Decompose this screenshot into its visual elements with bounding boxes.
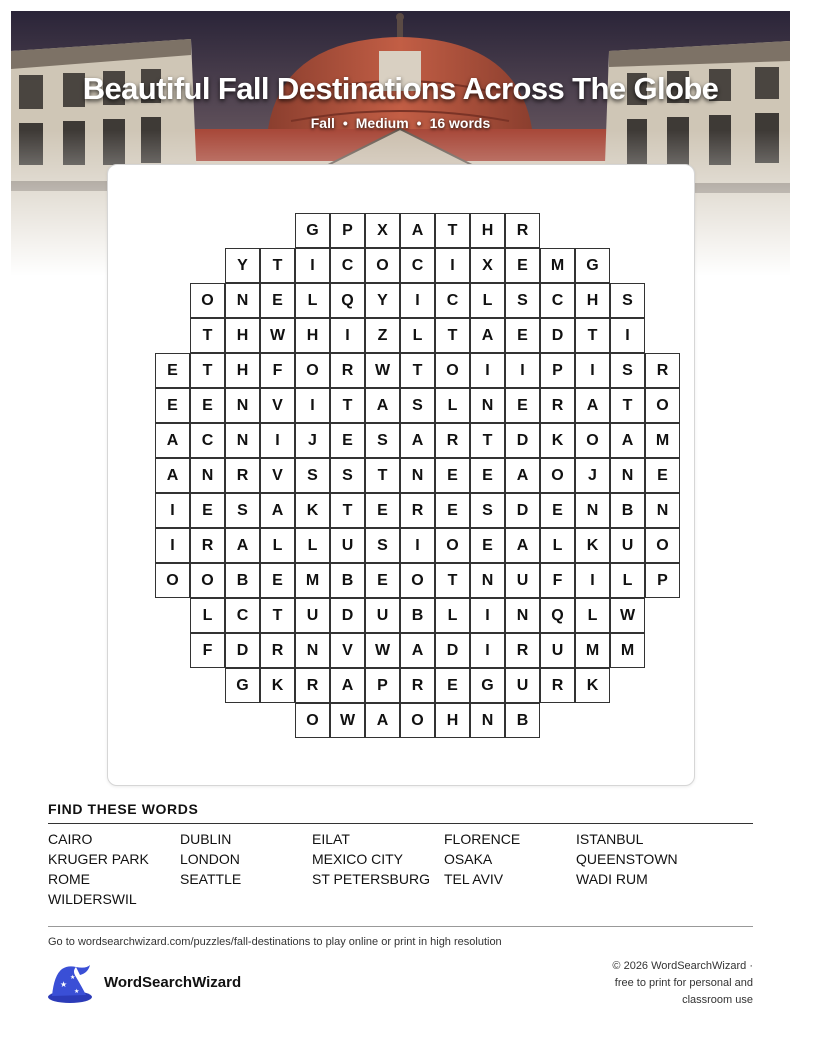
grid-cell: J [575,458,610,493]
grid-cell: D [330,598,365,633]
grid-cell: S [295,458,330,493]
grid-cell: C [225,598,260,633]
grid-cell: T [260,598,295,633]
grid-cell: A [155,423,190,458]
grid-cell: T [365,458,400,493]
grid-cell: A [505,458,540,493]
grid-cell: W [260,318,295,353]
grid-cell: N [400,458,435,493]
word-list-item: SEATTLE [180,871,242,887]
grid-cell: I [470,633,505,668]
grid-cell: Q [330,283,365,318]
grid-cell: E [435,493,470,528]
grid-cell: W [330,703,365,738]
grid-cell: R [435,423,470,458]
grid-cell: O [435,528,470,563]
grid-cell: Y [225,248,260,283]
grid-cell: A [155,458,190,493]
grid-cell: O [400,563,435,598]
grid-cell: F [190,633,225,668]
grid-cell: C [540,283,575,318]
grid-cell: B [225,563,260,598]
wizard-hat-icon [46,963,94,1005]
grid-cell: S [400,388,435,423]
grid-cell: L [295,283,330,318]
svg-text:★: ★ [60,980,68,989]
grid-cell: N [295,633,330,668]
grid-cell: T [190,318,225,353]
grid-cell: N [470,388,505,423]
grid-cell: L [540,528,575,563]
word-list-item: WADI RUM [576,871,648,887]
grid-cell: L [435,388,470,423]
grid-cell: B [505,703,540,738]
grid-cell: B [610,493,645,528]
grid-cell: U [295,598,330,633]
grid-cell: A [575,388,610,423]
grid-cell: T [435,318,470,353]
grid-cell: C [400,248,435,283]
word-list-item: CAIRO [48,831,93,847]
grid-cell: S [330,458,365,493]
grid-cell: E [365,563,400,598]
grid-cell: E [330,423,365,458]
grid-cell: I [155,493,190,528]
grid-cell: W [365,633,400,668]
copyright-note [533,958,753,1009]
grid-cell: Y [365,283,400,318]
word-list-item: MEXICO CITY [312,851,404,867]
grid-cell: I [470,598,505,633]
grid-cell: L [190,598,225,633]
word-list-item: ISTANBUL [576,831,644,847]
grid-cell: N [470,703,505,738]
word-list-item: KRUGER PARK [48,851,149,867]
grid-cell: R [400,493,435,528]
grid-cell: N [645,493,680,528]
grid-cell: R [295,668,330,703]
word-list-item: DUBLIN [180,831,232,847]
grid-cell: I [505,353,540,388]
grid-cell: O [400,703,435,738]
grid-cell: T [330,493,365,528]
grid-cell: E [645,458,680,493]
grid-cell: B [330,563,365,598]
difficulty-label: Medium [355,115,409,131]
grid-cell: U [540,633,575,668]
word-list-item: LONDON [180,851,240,867]
grid-cell: H [225,353,260,388]
grid-cell: R [260,633,295,668]
grid-cell: S [365,528,400,563]
grid-cell: H [225,318,260,353]
grid-cell: G [575,248,610,283]
grid-cell: U [610,528,645,563]
grid-cell: T [435,563,470,598]
grid-cell: E [540,493,575,528]
divider [48,823,753,824]
grid-cell: D [505,493,540,528]
grid-cell: L [610,563,645,598]
grid-cell: E [190,493,225,528]
grid-cell: A [225,528,260,563]
grid-cell: Z [365,318,400,353]
grid-cell: T [470,423,505,458]
grid-cell: C [190,423,225,458]
grid-cell: P [365,668,400,703]
grid-cell: I [470,353,505,388]
grid-cell: N [190,458,225,493]
grid-cell: E [365,493,400,528]
grid-cell: L [435,598,470,633]
grid-cell: W [610,598,645,633]
grid-cell: E [505,248,540,283]
grid-cell: A [505,528,540,563]
grid-cell: T [400,353,435,388]
grid-cell: N [225,388,260,423]
grid-cell: O [295,353,330,388]
grid-cell: U [330,528,365,563]
word-list-item: WILDERSWIL [48,891,137,907]
word-list-item: QUEENSTOWN [576,851,678,867]
grid-cell: O [190,283,225,318]
grid-cell: E [155,388,190,423]
separator-dot: • [342,115,348,131]
grid-cell: V [260,458,295,493]
grid-cell: N [575,493,610,528]
grid-cell: T [435,213,470,248]
grid-cell: O [190,563,225,598]
grid-cell: F [540,563,575,598]
grid-cell: I [260,423,295,458]
grid-cell: A [470,318,505,353]
grid-cell: R [645,353,680,388]
grid-cell: O [645,388,680,423]
grid-cell: U [505,668,540,703]
grid-cell: T [610,388,645,423]
word-count-label: 16 words [429,115,491,131]
grid-cell: O [295,703,330,738]
grid-cell: L [295,528,330,563]
grid-cell: Q [540,598,575,633]
grid-cell: E [260,563,295,598]
grid-cell: L [400,318,435,353]
grid-cell: F [260,353,295,388]
grid-cell: S [505,283,540,318]
grid-cell: M [540,248,575,283]
copyright-line: © 2026 WordSearchWizard · [612,960,753,972]
word-list-item: TEL AVIV [444,871,504,887]
grid-cell: V [330,633,365,668]
grid-cell: R [505,633,540,668]
grid-cell: N [610,458,645,493]
grid-cell: A [365,388,400,423]
grid-cell: V [260,388,295,423]
copyright-line: free to print for personal and [614,977,753,989]
grid-cell: D [435,633,470,668]
grid-cell: A [400,423,435,458]
word-list-item: ROME [48,871,90,887]
grid-cell: H [470,213,505,248]
grid-cell: E [470,528,505,563]
grid-cell: H [435,703,470,738]
grid-cell: P [645,563,680,598]
grid-cell: X [470,248,505,283]
grid-cell: I [295,388,330,423]
grid-cell: S [610,283,645,318]
grid-cell: J [295,423,330,458]
grid-cell: D [505,423,540,458]
grid-cell: E [470,458,505,493]
grid-cell: I [435,248,470,283]
grid-cell: C [435,283,470,318]
grid-cell: I [330,318,365,353]
brand-name: WordSearchWizard [104,974,242,991]
grid-cell: M [645,423,680,458]
grid-cell: M [575,633,610,668]
svg-text:★: ★ [74,988,80,995]
grid-cell: A [400,213,435,248]
grid-cell: I [610,318,645,353]
grid-cell: A [400,633,435,668]
grid-cell: S [365,423,400,458]
grid-cell: I [575,563,610,598]
word-list-item: EILAT [312,831,350,847]
grid-cell: N [225,283,260,318]
grid-cell: I [400,283,435,318]
grid-cell: D [225,633,260,668]
copyright-line: classroom use [682,994,753,1006]
separator-dot: • [416,115,422,131]
grid-cell: E [505,318,540,353]
grid-cell: M [610,633,645,668]
grid-cell: L [575,598,610,633]
grid-cell: G [470,668,505,703]
grid-cell: U [365,598,400,633]
grid-cell: T [330,388,365,423]
grid-cell: I [400,528,435,563]
word-list-heading: FIND THESE WORDS [48,801,199,817]
grid-cell: E [435,458,470,493]
grid-cell: E [190,388,225,423]
grid-cell: O [365,248,400,283]
grid-cell: R [505,213,540,248]
grid-cell: A [610,423,645,458]
grid-cell: T [260,248,295,283]
word-list-item: ST PETERSBURG [312,871,430,887]
grid-cell: I [155,528,190,563]
grid-cell: L [470,283,505,318]
grid-cell: N [505,598,540,633]
puzzle-title: Beautiful Fall Destinations Across The Globe [82,71,719,106]
grid-cell: R [540,388,575,423]
grid-cell: E [435,668,470,703]
grid-cell: K [575,528,610,563]
grid-cell: H [295,318,330,353]
grid-cell: R [540,668,575,703]
grid-cell: W [365,353,400,388]
grid-cell: O [540,458,575,493]
grid-cell: R [330,353,365,388]
grid-cell: E [260,283,295,318]
grid-cell: X [365,213,400,248]
grid-cell: U [505,563,540,598]
grid-cell: O [435,353,470,388]
grid-cell: R [225,458,260,493]
grid-cell: S [470,493,505,528]
grid-cell: K [295,493,330,528]
grid-cell: L [260,528,295,563]
grid-cell: K [540,423,575,458]
grid-cell: G [225,668,260,703]
grid-cell: P [540,353,575,388]
svg-text:★: ★ [70,974,76,981]
grid-cell: G [295,213,330,248]
grid-cell: T [190,353,225,388]
word-list-item: OSAKA [444,851,493,867]
grid-cell: K [260,668,295,703]
grid-cell: D [540,318,575,353]
grid-cell: M [295,563,330,598]
grid-cell: R [400,668,435,703]
grid-cell: A [330,668,365,703]
grid-cell: I [575,353,610,388]
grid-cell: S [225,493,260,528]
grid-cell: R [190,528,225,563]
grid-cell: E [505,388,540,423]
divider [48,926,753,927]
grid-cell: I [295,248,330,283]
grid-cell: C [330,248,365,283]
grid-cell: N [470,563,505,598]
puzzle-meta [11,115,790,131]
grid-cell: O [645,528,680,563]
grid-cell: N [225,423,260,458]
grid-cell: P [330,213,365,248]
grid-cell: H [575,283,610,318]
grid-cell: O [155,563,190,598]
grid-cell: O [575,423,610,458]
grid-cell: K [575,668,610,703]
grid-cell: A [365,703,400,738]
grid-cell: T [575,318,610,353]
grid-cell: S [610,353,645,388]
grid-cell: E [155,353,190,388]
grid-cell: B [400,598,435,633]
word-list-item: FLORENCE [444,831,521,847]
play-online-note: Go to wordsearchwizard.com/puzzles/fall-destinations to play online or print in high resolution [48,936,502,948]
theme-label: Fall [310,115,335,131]
grid-cell: A [260,493,295,528]
